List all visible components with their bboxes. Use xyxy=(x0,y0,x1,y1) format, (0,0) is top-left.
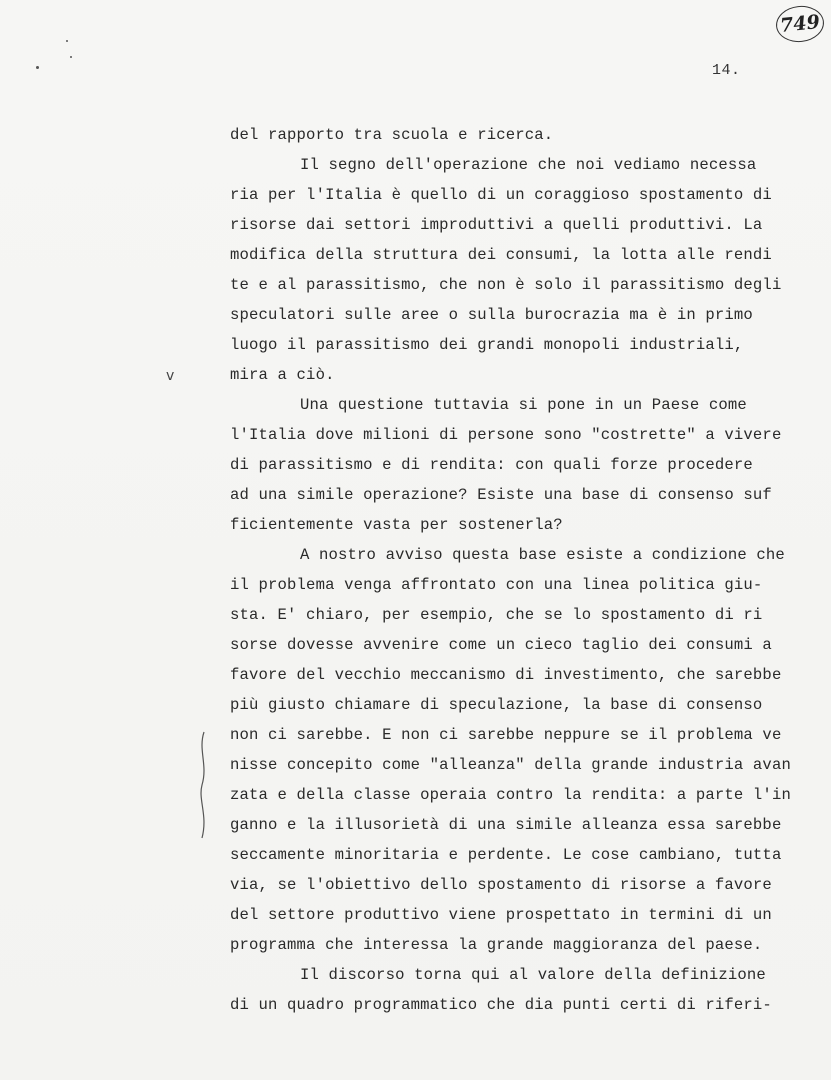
text-line: del settore produttivo viene prospettato in termini di un xyxy=(230,906,772,924)
text-line: l'Italia dove milioni di persone sono "costrette" a vivere xyxy=(230,426,782,444)
text-line: più giusto chiamare di speculazione, la base di consenso xyxy=(230,696,763,714)
text-line: via, se l'obiettivo dello spostamento di risorse a favore xyxy=(230,876,772,894)
text-line: del rapporto tra scuola e ricerca. xyxy=(230,126,554,144)
text-line: mira a ciò. xyxy=(230,366,335,384)
text-line: Il discorso torna qui al valore della definizione xyxy=(300,966,766,984)
text-line: programma che interessa la grande maggioranza del paese. xyxy=(230,936,763,954)
text-line: ficientemente vasta per sostenerla? xyxy=(230,516,563,534)
text-line: sta. E' chiaro, per esempio, che se lo spostamento di ri xyxy=(230,606,763,624)
text-line: seccamente minoritaria e perdente. Le cose cambiano, tutta xyxy=(230,846,782,864)
text-line: favore del vecchio meccanismo di investimento, che sarebbe xyxy=(230,666,782,684)
text-line: Una questione tuttavia si pone in un Paese come xyxy=(300,396,747,414)
text-line: risorse dai settori improduttivi a quelli produttivi. La xyxy=(230,216,763,234)
text-line: sorse dovesse avvenire come un cieco taglio dei consumi a xyxy=(230,636,772,654)
text-line: ria per l'Italia è quello di un coraggioso spostamento di xyxy=(230,186,772,204)
text-line: di parassitismo e di rendita: con quali forze procedere xyxy=(230,456,753,474)
typewritten-text xyxy=(230,120,800,1020)
text-line: ganno e la illusorietà di una simile alleanza essa sarebbe xyxy=(230,816,782,834)
text-line: A nostro avviso questa base esiste a condizione che xyxy=(300,546,785,564)
text-line: speculatori sulle aree o sulla burocrazia ma è in primo xyxy=(230,306,753,324)
text-line: ad una simile operazione? Esiste una base di consenso suf xyxy=(230,486,772,504)
archive-page-stamp: 749 xyxy=(774,4,826,45)
margin-bracket-mark xyxy=(196,730,212,840)
text-line: nisse concepito come "alleanza" della grande industria avan xyxy=(230,756,791,774)
scan-speck xyxy=(70,56,72,58)
margin-check-mark: v xyxy=(166,368,175,384)
scan-speck xyxy=(66,40,68,42)
text-line: non ci sarebbe. E non ci sarebbe neppure se il problema ve xyxy=(230,726,782,744)
text-line: di un quadro programmatico che dia punti certi di riferi- xyxy=(230,996,772,1014)
text-line: Il segno dell'operazione che noi vediamo necessa xyxy=(300,156,757,174)
scan-speck xyxy=(36,66,39,69)
text-line: il problema venga affrontato con una linea politica giu- xyxy=(230,576,763,594)
text-line: te e al parassitismo, che non è solo il parassitismo degli xyxy=(230,276,782,294)
text-line: zata e della classe operaia contro la rendita: a parte l'in xyxy=(230,786,791,804)
text-line: luogo il parassitismo dei grandi monopoli industriali, xyxy=(230,336,744,354)
page-number: 14. xyxy=(712,62,741,79)
text-line: modifica della struttura dei consumi, la lotta alle rendi xyxy=(230,246,772,264)
